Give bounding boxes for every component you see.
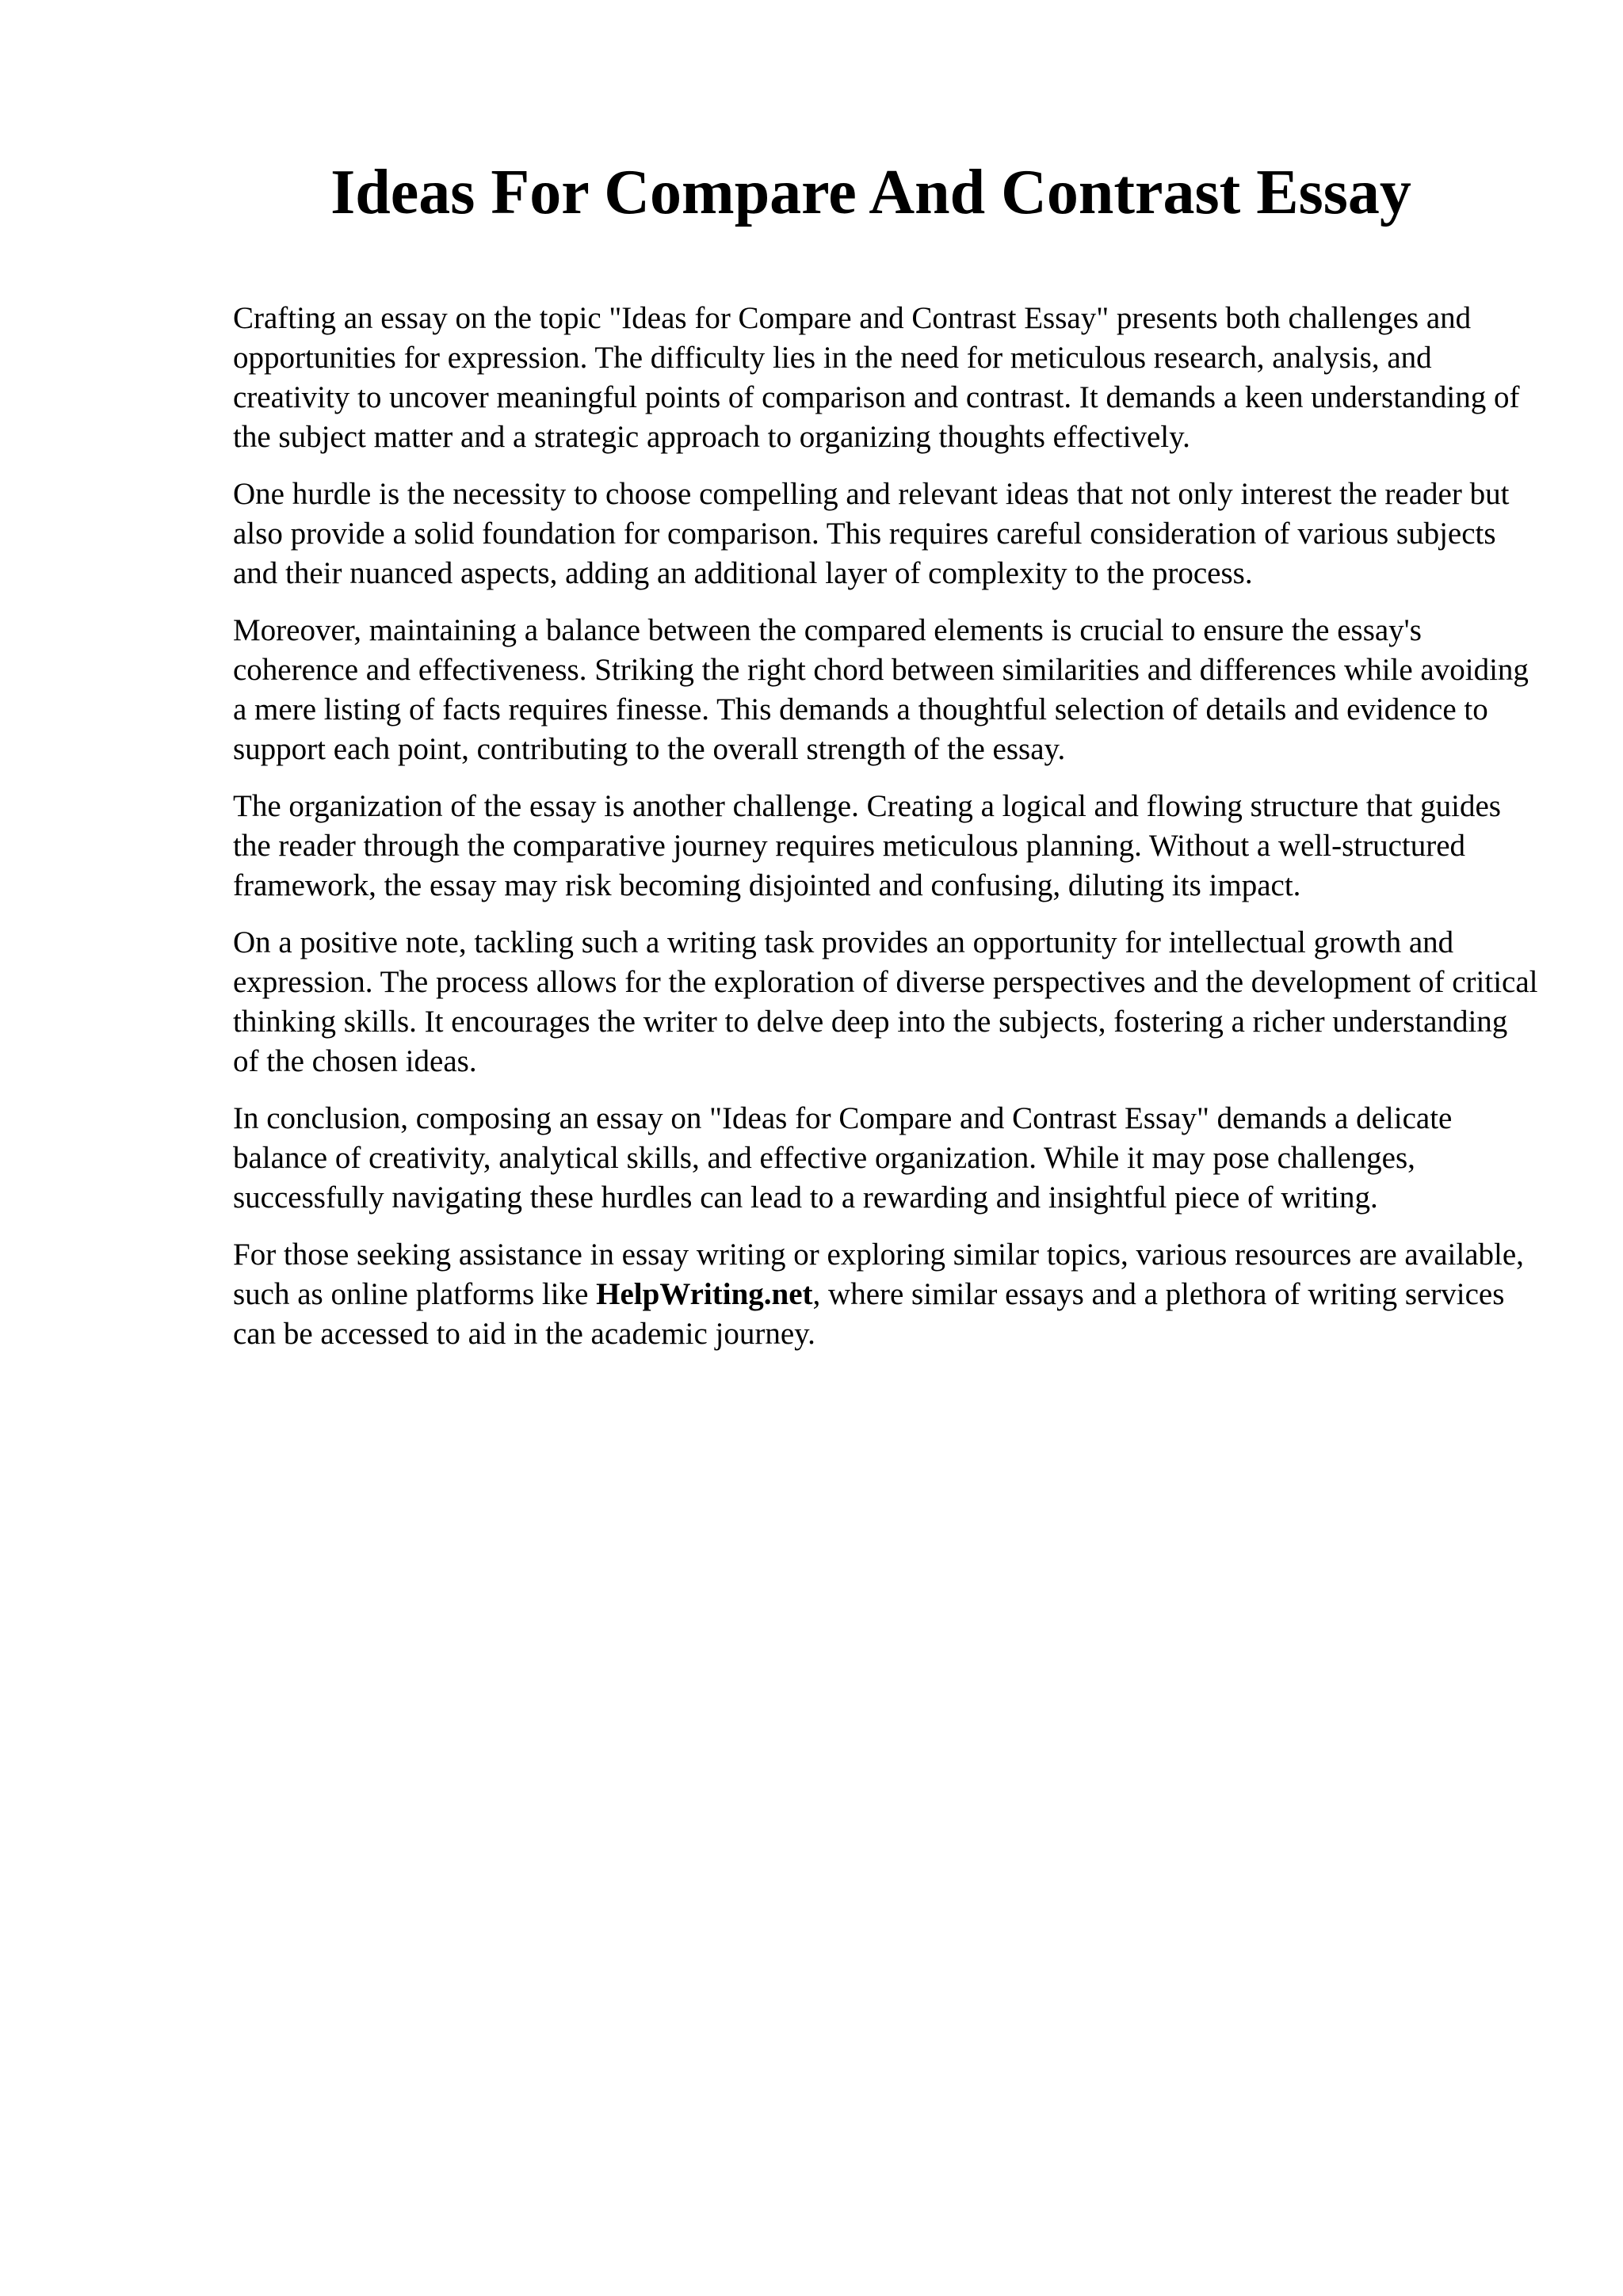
paragraph-6: In conclusion, composing an essay on "Ideas for Compare and Contrast Essay" demands a delicate balance of creativity, analytical skills, and effective organization. While it may pose challenges, successfully navigating these hurdles can lead to a rewarding and insightful piece of writing. [233, 1101, 1453, 1215]
closing-paragraph [233, 1235, 1541, 1354]
paragraph-3: Moreover, maintaining a balance between the compared elements is crucial to ensure the essay's coherence and effectiveness. Striking the right chord between similarities and differences while avoiding a mere listing of facts requires finesse. This demands a thoughtful selection of details and evidence to support each point, contributing to the overall strength of the essay. [233, 613, 1529, 766]
closing-text-after: , where similar essays and a plethora of writing services can be accessed to aid in the academic journey. [233, 1277, 1505, 1351]
paragraph-4: The organization of the essay is another challenge. Creating a logical and flowing structure that guides the reader through the comparative journey requires meticulous planning. Without a well-structured framework, the essay may risk becoming disjointed and confusing, diluting its impact. [233, 789, 1501, 902]
document-body [233, 299, 1541, 1371]
closing-text-before: For those seeking assistance in essay writing or exploring similar topics, various resources are available, such as online platforms like [233, 1238, 1524, 1311]
paragraph-1: Crafting an essay on the topic "Ideas for Compare and Contrast Essay" presents both challenges and opportunities for expression. The difficulty lies in the need for meticulous research, analysis, and creativity to uncover meaningful points of comparison and contrast. It demands a keen understanding of the subject matter and a strategic approach to organizing thoughts effectively. [233, 301, 1520, 454]
document-title: Ideas For Compare And Contrast Essay [330, 158, 1411, 227]
helpwriting-link[interactable]: HelpWriting.net [596, 1277, 813, 1311]
paragraph-2: One hurdle is the necessity to choose compelling and relevant ideas that not only interest the reader but also provide a solid foundation for comparison. This requires careful consideration of various subjects and their nuanced aspects, adding an additional layer of complexity to the process. [233, 477, 1510, 590]
paragraph-5: On a positive note, tackling such a writing task provides an opportunity for intellectual growth and expression. The process allows for the exploration of diverse perspectives and the development of critical thinking skills. It encourages the writer to delve deep into the subjects, fostering a richer understanding of the chosen ideas. [233, 925, 1538, 1078]
